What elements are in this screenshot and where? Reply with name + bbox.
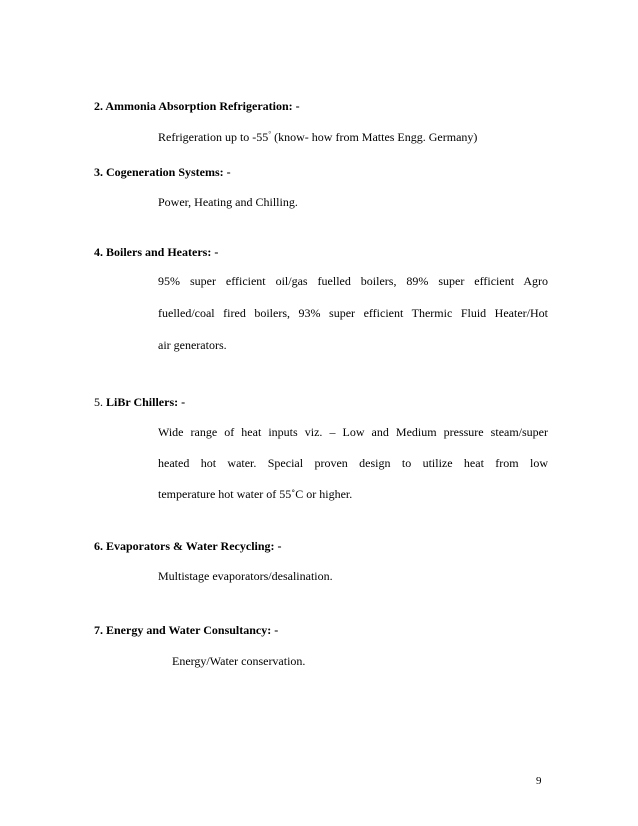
refrigeration-range-text: Refrigeration up to -55 (158, 130, 269, 144)
boilers-line-3: air generators. (158, 338, 227, 352)
section-text-ammonia-absorption (158, 130, 477, 144)
section-heading-energy-water: 7. Energy and Water Consultancy: - (94, 623, 279, 637)
section-heading-evaporators: 6. Evaporators & Water Recycling: - (94, 539, 282, 553)
section-heading-cogeneration: 3. Cogeneration Systems: - (94, 165, 231, 179)
section-text-evaporators: Multistage evaporators/desalination. (158, 569, 333, 583)
section-text-cogeneration: Power, Heating and Chilling. (158, 195, 298, 209)
degree-mark: ° (268, 130, 272, 138)
libr-line-1: Wide range of heat inputs viz. – Low and Medium pressure steam/super (158, 425, 548, 439)
boilers-line-2: fuelled/coal fired boilers, 93% super efficient Thermic Fluid Heater/Hot (158, 306, 548, 320)
section-heading-libr-chillers (94, 395, 185, 409)
section-number-5: 5. (94, 395, 103, 409)
boilers-line-1: 95% super efficient oil/gas fuelled boilers, 89% super efficient Agro (158, 274, 548, 288)
section-heading-ammonia-absorption: 2. Ammonia Absorption Refrigeration: - (94, 99, 300, 113)
libr-line-3: temperature hot water of 55˚C or higher. (158, 487, 353, 501)
section-text-energy-water: Energy/Water conservation. (172, 654, 306, 668)
know-how-text: (know- how from Mattes Engg. Germany) (274, 130, 478, 144)
libr-chillers-title: LiBr Chillers: - (106, 395, 186, 409)
page-number: 9 (536, 775, 542, 787)
section-heading-boilers-heaters: 4. Boilers and Heaters: - (94, 245, 219, 259)
libr-line-2: heated hot water. Special proven design to utilize heat from low (158, 456, 548, 470)
